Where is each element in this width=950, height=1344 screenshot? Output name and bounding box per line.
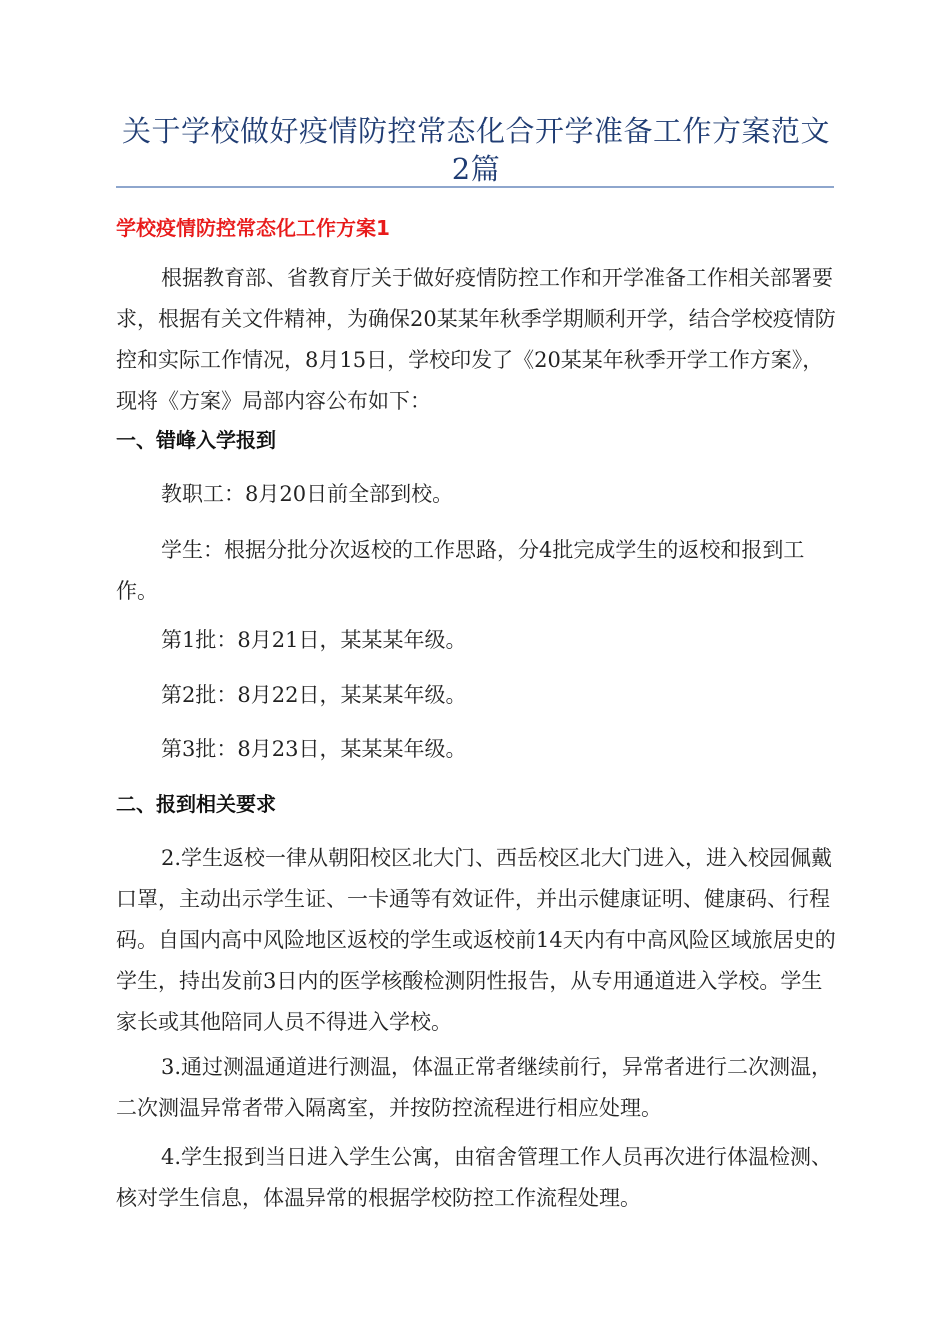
heading-staggered-enrollment: 一、错峰入学报到 bbox=[116, 428, 276, 452]
section-title: 学校疫情防控常态化工作方案1 bbox=[116, 216, 390, 240]
students-paragraph: 学生：根据分批分次返校的工作思路，分4批完成学生的返校和报到工作。 bbox=[116, 538, 805, 603]
heading-registration-requirements: 二、报到相关要求 bbox=[116, 792, 276, 816]
title-underline bbox=[116, 186, 834, 188]
document-title: 关于学校做好疫情防控常态化合开学准备工作方案范文2篇 bbox=[121, 114, 830, 186]
intro-paragraph: 根据教育部、省教育厅关于做好疫情防控工作和开学准备工作相关部署要求，根据有关文件精神，为确保20某某年秋季学期顺利开学，结合学校疫情防控和实际工作情况，8月15日，学校印发了《20某某年秋季开学工作方案》，现将《方案》局部内容公布如下： bbox=[116, 266, 836, 413]
requirement-4-paragraph: 4.学生报到当日进入学生公寓，由宿舍管理工作人员再次进行体温检测、核对学生信息，体温异常的根据学校防控工作流程处理。 bbox=[116, 1145, 833, 1210]
requirement-3-paragraph: 3.通过测温通道进行测温，体温正常者继续前行，异常者进行二次测温，二次测温异常者带入隔离室，并按防控流程进行相应处理。 bbox=[116, 1055, 833, 1120]
staff-paragraph: 教职工：8月20日前全部到校。 bbox=[161, 482, 454, 506]
batch-2-paragraph: 第2批：8月22日，某某某年级。 bbox=[161, 683, 467, 707]
batch-3-paragraph: 第3批：8月23日，某某某年级。 bbox=[161, 737, 467, 761]
requirement-2-paragraph: 2.学生返校一律从朝阳校区北大门、西岳校区北大门进入，进入校园佩戴口罩，主动出示学生证、一卡通等有效证件，并出示健康证明、健康码、行程码。自国内高中风险地区返校的学生或返校前14天内有中高风险区域旅居史的学生，持出发前3日内的医学核酸检测阴性报告，从专用通道进入学校。学生家长或其他陪同人员不得进入学校。 bbox=[116, 846, 836, 1034]
batch-1-paragraph: 第1批：8月21日，某某某年级。 bbox=[161, 628, 467, 652]
